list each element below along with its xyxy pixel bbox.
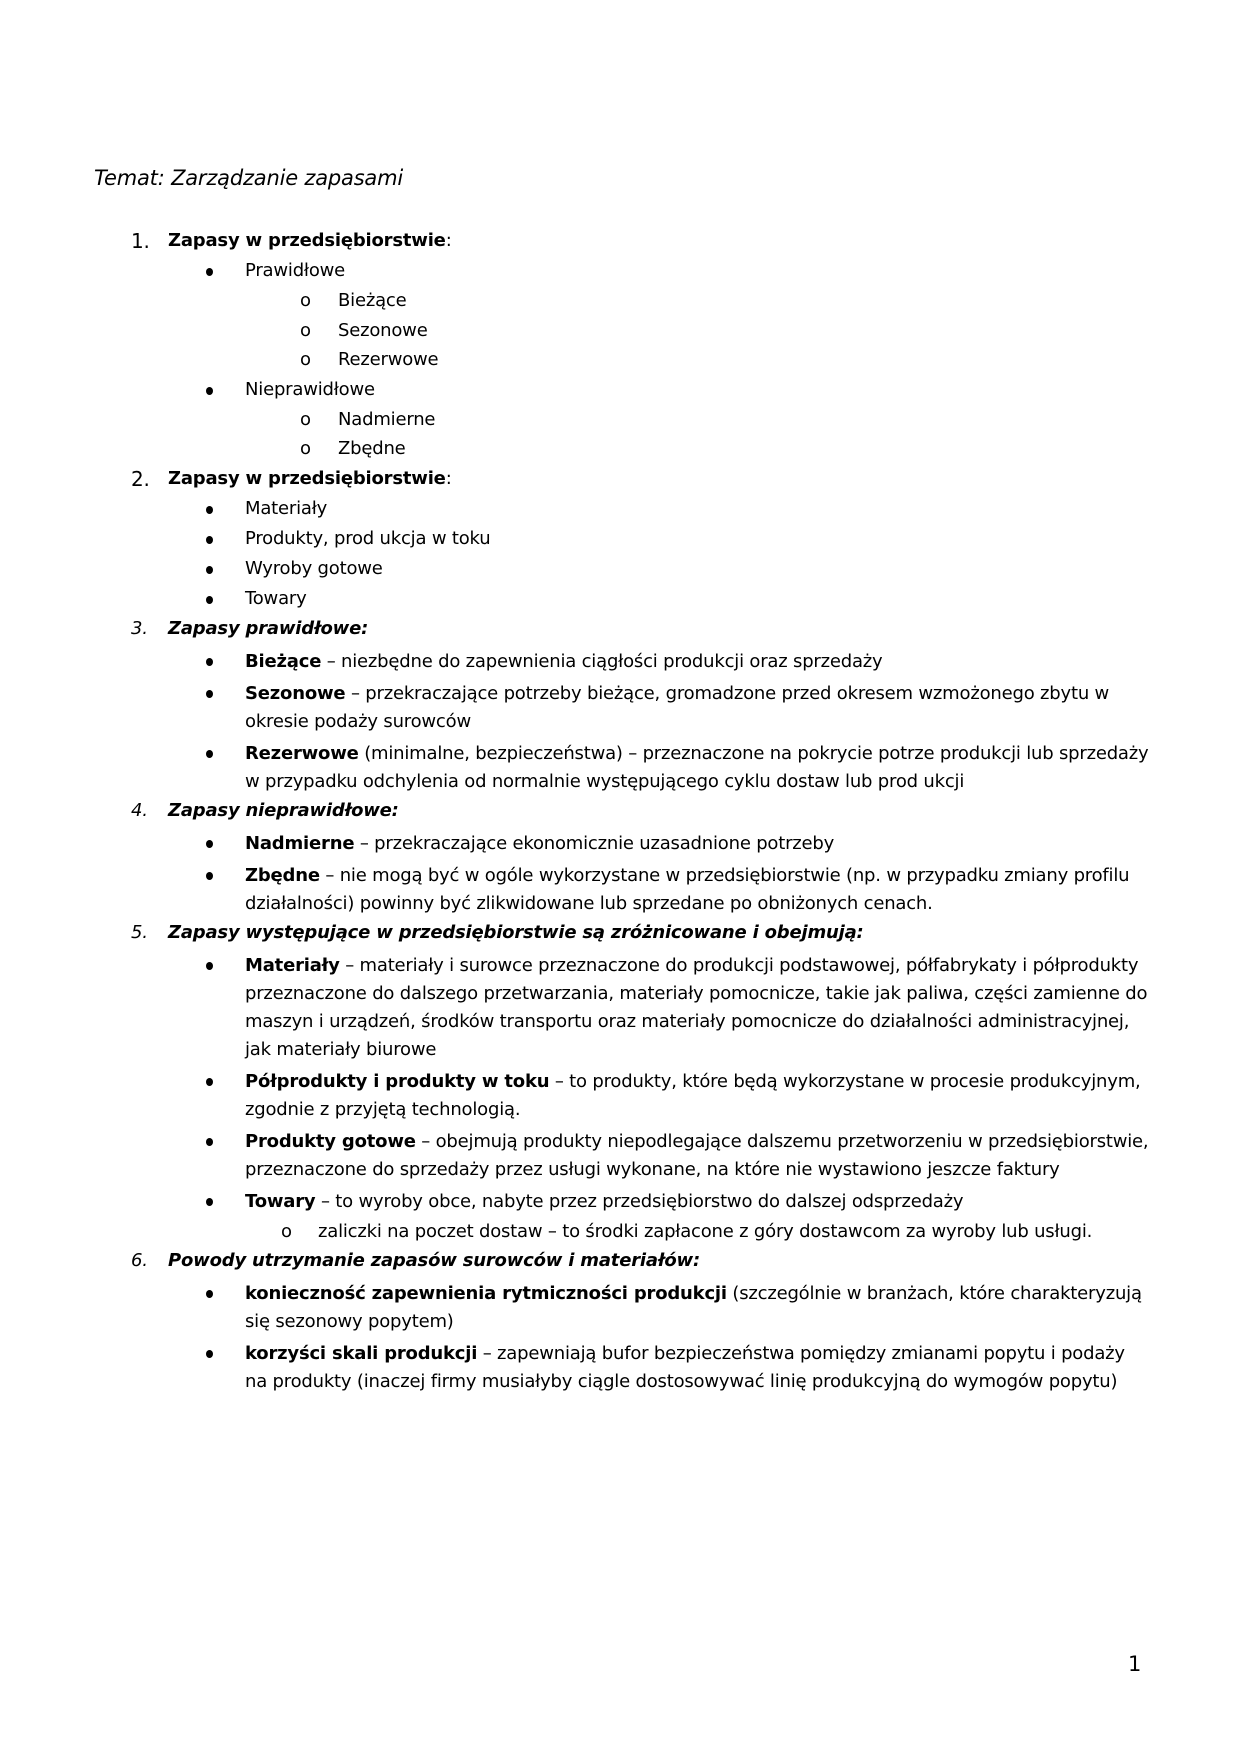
heading-text: Zapasy w przedsiębiorstwie xyxy=(168,230,446,251)
item-text: Wyroby gotowe xyxy=(245,557,383,579)
heading-text: Zapasy występujące w przedsiębiorstwie są zróżnicowane i obejmują: xyxy=(168,921,864,943)
item-text: – to produkty, które będą wykorzystane w procesie produkcyjnym, zgodnie z przyjętą technologią. xyxy=(245,1070,1141,1120)
item-term: Zbędne xyxy=(245,864,320,886)
section-heading xyxy=(0,796,1240,826)
item-term: korzyści skali produkcji xyxy=(245,1342,478,1364)
heading-text: Powody utrzymanie zapasów surowców i materiałów: xyxy=(168,1249,700,1271)
bullet-icon xyxy=(206,596,213,604)
item-text: Zbędne xyxy=(338,438,406,459)
section xyxy=(0,1246,1240,1396)
heading-suffix: : xyxy=(445,467,452,489)
section-heading xyxy=(0,1246,1240,1276)
circle-bullet-icon: o xyxy=(300,408,311,430)
list-item xyxy=(0,1188,1150,1216)
section-number: 6. xyxy=(131,1249,148,1271)
document-title: Temat: Zarządzanie zapasami xyxy=(94,166,403,190)
item-text: zaliczki na poczet dostaw – to środki zapłacone z góry dostawcom za wyroby lub usługi. xyxy=(318,1220,1093,1242)
list-item xyxy=(0,1068,1150,1124)
bullet-icon xyxy=(206,690,213,698)
section-heading xyxy=(0,464,1240,494)
bullet-icon xyxy=(206,1350,213,1358)
section xyxy=(0,614,1240,796)
item-text: (minimalne, bezpieczeństwa) – przeznaczone na pokrycie potrze produkcji lub sprzedaży w przypadku odchylenia od normalnie występującego cyklu dostaw lub prod ukcji xyxy=(245,742,1149,792)
item-text: Produkty, prod ukcja w toku xyxy=(245,527,491,549)
bullet-icon xyxy=(206,536,213,544)
bullet-icon xyxy=(206,268,213,276)
heading-text: Zapasy prawidłowe: xyxy=(168,617,369,639)
list-item xyxy=(0,740,1150,796)
item-term: Towary xyxy=(245,1190,316,1212)
item-text: – przekraczające ekonomicznie uzasadnione potrzeby xyxy=(354,832,835,854)
section-heading xyxy=(0,614,1240,644)
list-item xyxy=(0,375,1150,405)
bullet-icon xyxy=(206,750,213,758)
list-item xyxy=(0,554,1150,584)
heading-suffix: : xyxy=(445,230,452,251)
list-item xyxy=(0,830,1150,858)
list-item xyxy=(0,680,1150,736)
sub-item xyxy=(0,405,1240,435)
bullet-icon xyxy=(206,658,213,666)
bullet-icon xyxy=(206,872,213,880)
section-heading xyxy=(0,226,1240,256)
item-text: Rezerwowe xyxy=(338,349,439,370)
sub-item xyxy=(0,1218,1150,1246)
item-text: – przekraczające potrzeby bieżące, gromadzone przed okresem wzmożonego zbytu w okresie podaży surowców xyxy=(245,682,1110,732)
item-text: – zapewniają bufor bezpieczeństwa pomiędzy zmianami popytu i podaży na produkty (inaczej firmy musiałyby ciągle dostosowywać linię produkcyjną do wymogów popytu) xyxy=(245,1342,1125,1392)
item-term: Półprodukty i produkty w toku xyxy=(245,1070,550,1092)
section xyxy=(0,918,1240,1246)
circle-bullet-icon: o xyxy=(281,1220,292,1242)
circle-bullet-icon: o xyxy=(300,349,311,370)
section-number: 4. xyxy=(131,799,148,821)
item-text: Bieżące xyxy=(338,290,407,311)
bullet-icon xyxy=(206,1290,213,1298)
list-item xyxy=(0,1340,1150,1396)
section-number: 3. xyxy=(131,617,148,639)
item-term: Produkty gotowe xyxy=(245,1130,416,1152)
section-number: 1. xyxy=(131,229,150,253)
list-item xyxy=(0,524,1150,554)
sub-item xyxy=(0,316,1240,346)
section-heading xyxy=(0,918,1240,948)
circle-bullet-icon: o xyxy=(300,438,311,459)
sub-item xyxy=(0,434,1240,464)
list-item xyxy=(0,584,1150,614)
heading-text: Zapasy w przedsiębiorstwie xyxy=(168,467,446,489)
item-term: Bieżące xyxy=(245,650,322,672)
item-text: – nie mogą być w ogóle wykorzystane w przedsiębiorstwie (np. w przypadku zmiany profilu działalności) powinny być zlikwidowane lub sprzedane po obniżonych cenach. xyxy=(245,864,1130,914)
section xyxy=(0,796,1240,918)
list-item xyxy=(0,952,1150,1064)
item-text: – to wyroby obce, nabyte przez przedsiębiorstwo do dalszej odsprzedaży xyxy=(315,1190,964,1212)
item-text: – materiały i surowce przeznaczone do produkcji podstawowej, półfabrykaty i półprodukty przeznaczone do dalszego przetwarzania, materiały pomocnicze, takie jak paliwa, części zamienne do maszyn i urządzeń, środków transportu oraz materiały pomocnicze do działalności administracyjnej, jak materiały biurowe xyxy=(245,954,1148,1060)
sub-item xyxy=(0,286,1240,316)
item-text: Nadmierne xyxy=(338,408,436,430)
page-number: 1 xyxy=(1128,1652,1142,1676)
list-item xyxy=(0,494,1150,524)
item-text: (szczególnie w branżach, które charakteryzują się sezonowy popytem) xyxy=(245,1282,1142,1332)
document-body xyxy=(0,226,1240,1396)
item-text: – obejmują produkty niepodlegające dalszemu przetworzeniu w przedsiębiorstwie, przeznaczone do sprzedaży przez usługi wykonane, na które nie wystawiono jeszcze faktury xyxy=(245,1130,1149,1180)
item-term: Rezerwowe xyxy=(245,742,359,764)
list-item xyxy=(0,256,1150,286)
bullet-icon xyxy=(206,1078,213,1086)
item-term: konieczność zapewnienia rytmiczności produkcji xyxy=(245,1282,727,1304)
item-text: Materiały xyxy=(245,497,328,519)
section-number: 5. xyxy=(131,921,148,943)
bullet-icon xyxy=(206,566,213,574)
list-item xyxy=(0,1280,1150,1336)
item-term: Nadmierne xyxy=(245,832,355,854)
item-text: Prawidłowe xyxy=(245,260,346,281)
item-term: Sezonowe xyxy=(245,682,346,704)
heading-text: Zapasy nieprawidłowe: xyxy=(168,799,399,821)
section-number: 2. xyxy=(131,466,150,491)
bullet-icon xyxy=(206,1138,213,1146)
bullet-icon xyxy=(206,506,213,514)
list-item xyxy=(0,1128,1150,1184)
item-text: Sezonowe xyxy=(338,319,428,341)
circle-bullet-icon: o xyxy=(300,319,311,341)
list-item xyxy=(0,862,1150,918)
sub-item xyxy=(0,345,1240,375)
item-text: Nieprawidłowe xyxy=(245,378,375,400)
item-text: – niezbędne do zapewnienia ciągłości produkcji oraz sprzedaży xyxy=(321,650,883,672)
bullet-icon xyxy=(206,840,213,848)
item-term: Materiały xyxy=(245,954,340,976)
item-text: Towary xyxy=(245,587,307,609)
bullet-icon xyxy=(206,1198,213,1206)
bullet-icon xyxy=(206,387,213,395)
list-item xyxy=(0,648,1150,676)
bullet-icon xyxy=(206,962,213,970)
circle-bullet-icon: o xyxy=(300,290,311,311)
